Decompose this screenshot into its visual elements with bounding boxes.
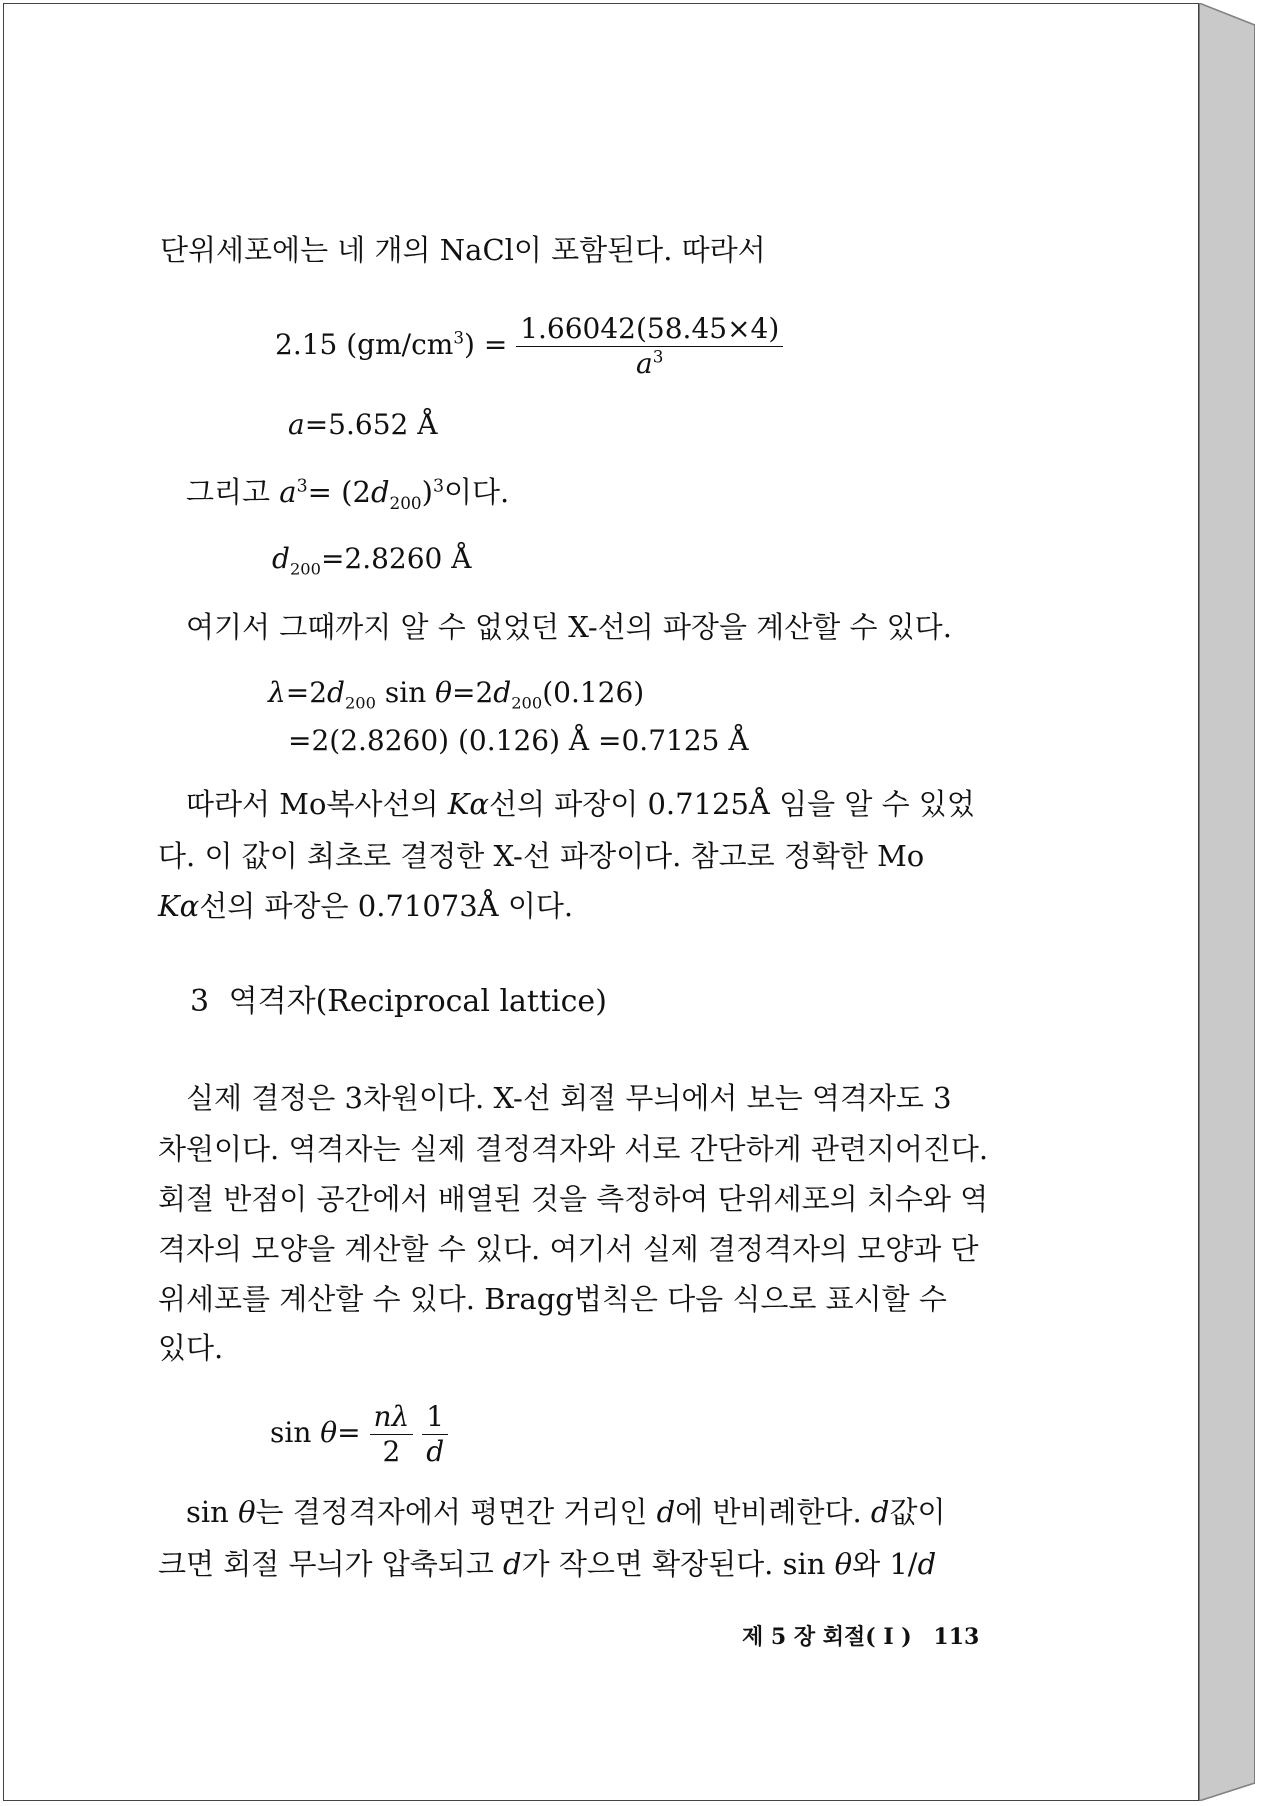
section-number: 3 <box>190 984 210 1019</box>
page-number: 113 <box>933 1624 980 1650</box>
paragraph-a-cubed: 그리고 $a^3= (2d_{200})^3$이다. <box>186 475 510 513</box>
fraction-numerator: 1.66042(58.45×4) <box>516 312 783 347</box>
footer-chapter: 제 5 장 회절( I ) <box>742 1624 912 1650</box>
bragg-fraction-2: $\frac{1}{d}$ <box>422 1400 448 1469</box>
equation-lambda-result: =2(2.8260) (0.126) Å =0.7125 Å <box>288 724 749 757</box>
equation-density <box>275 312 783 381</box>
paragraph-sin-line-1: sin θ는 결정격자에서 평면간 거리인 d에 반비례한다. d값이 <box>186 1495 946 1529</box>
paragraph-wavelength: 여기서 그때까지 알 수 없었던 X-선의 파장을 계산할 수 있다. <box>186 610 952 644</box>
paragraph-mo-line-2: 다. 이 값이 최초로 결정한 X-선 파장이다. 참고로 정확한 Mo <box>158 839 925 873</box>
equation-bragg: sin θ= $\frac{n\lambda}{2}$ $\frac{1}{d}$ <box>270 1400 448 1469</box>
paragraph-reciprocal-line-3: 회절 반점이 공간에서 배열된 것을 측정하여 단위세포의 치수와 역 <box>158 1182 989 1216</box>
fraction-denominator: $a^3$ <box>636 346 664 380</box>
equation-lambda: $\lambda=2d_{200}$ $\sin \theta=2d_{200}(0.126)$ <box>268 676 645 713</box>
paragraph-mo-line-3: Kα선의 파장은 0.71073Å 이다. <box>158 889 574 923</box>
paragraph-nacl: 단위세포에는 네 개의 NaCl이 포함된다. 따라서 <box>160 233 766 267</box>
bragg-fraction-1: $\frac{n\lambda}{2}$ <box>370 1400 414 1469</box>
page-footer <box>742 1623 979 1651</box>
equation-density-lhs-close: ) = <box>464 328 508 361</box>
paragraph-reciprocal-line-5: 위세포를 계산할 수 있다. Bragg법칙은 다음 식으로 표시할 수 <box>158 1282 947 1316</box>
paragraph-reciprocal-line-6: 있다. <box>158 1331 224 1365</box>
equation-density-fraction <box>516 312 783 381</box>
section-title: 역격자(Reciprocal lattice) <box>228 984 607 1019</box>
equation-density-lhs-exponent: 3 <box>453 327 464 348</box>
equation-d200: $d_{200}=2.8260$ Å <box>272 542 472 579</box>
book-page-edges <box>1199 3 1255 1801</box>
paragraph-reciprocal-line-2: 차원이다. 역격자는 실제 결정격자와 서로 간단하게 관련지어진다. <box>158 1132 989 1166</box>
paragraph-mo-line-1: 따라서 Mo복사선의 Kα선의 파장이 0.7125Å 임을 알 수 있었 <box>186 787 975 821</box>
paragraph-sin-line-2: 크면 회절 무늬가 압축되고 d가 작으면 확장된다. sin θ와 1/d <box>158 1547 937 1581</box>
section-heading <box>190 983 607 1021</box>
paragraph-reciprocal-line-4: 격자의 모양을 계산할 수 있다. 여기서 실제 결정격자의 모양과 단 <box>158 1232 979 1266</box>
equation-density-lhs: 2.15 (gm/cm <box>275 328 454 361</box>
equation-lattice-constant: a=5.652 Å <box>288 408 438 441</box>
paragraph-reciprocal-line-1: 실제 결정은 3차원이다. X-선 회절 무늬에서 보는 역격자도 3 <box>186 1081 952 1115</box>
